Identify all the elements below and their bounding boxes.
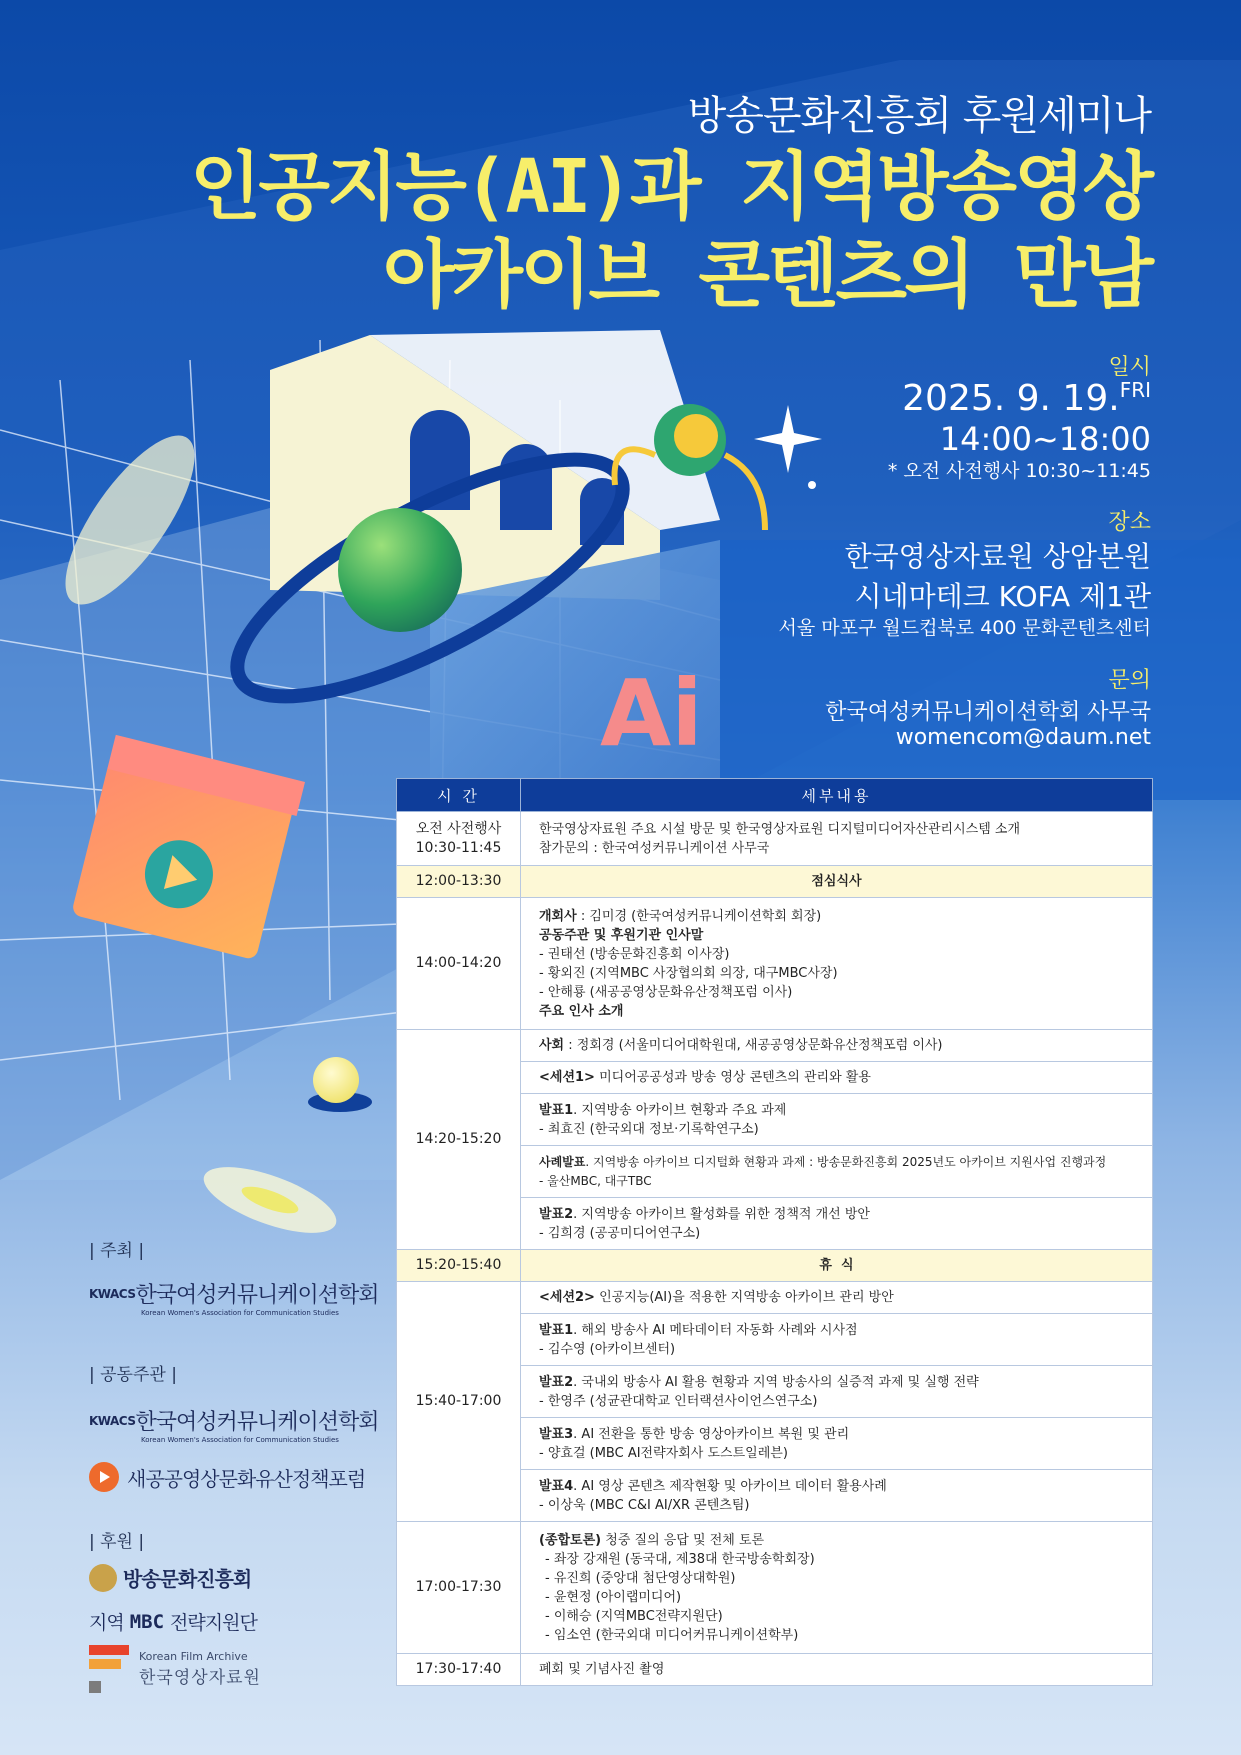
kwacs-name: 한국여성커뮤니케이션학회 bbox=[135, 1283, 379, 1308]
kwacs-english: Korean Women's Association for Communication Studies bbox=[141, 1436, 339, 1444]
fmc-logo bbox=[89, 1563, 251, 1592]
kofa-korean: 한국영상자료원 bbox=[139, 1668, 261, 1688]
title-line-2: 아카이브 콘텐츠의 만남 bbox=[383, 232, 1151, 318]
venue-label: 장소 bbox=[1108, 510, 1151, 535]
date-value: 2025. 9. 19. bbox=[902, 378, 1120, 419]
ai-balloon: Ai bbox=[600, 660, 703, 767]
kwacs-name: 한국여성커뮤니케이션학회 bbox=[135, 1410, 379, 1435]
time-cell: 15:40-17:00 bbox=[397, 1282, 521, 1522]
mbc-suffix: 전략지원단 bbox=[170, 1612, 257, 1634]
contact-org: 한국여성커뮤니케이션학회 사무국 bbox=[825, 700, 1151, 725]
time-cell: 오전 사전행사 10:30-11:45 bbox=[397, 812, 521, 866]
time-cell: 17:30-17:40 bbox=[397, 1654, 521, 1686]
seminar-subtitle: 방송문화진흥회 후원세미나 bbox=[687, 93, 1151, 139]
forum-icon bbox=[89, 1462, 119, 1492]
venue-line-2: 시네마테크 KOFA 제1관 bbox=[854, 580, 1151, 613]
table-row bbox=[397, 1654, 1153, 1686]
mbc-prefix: 지역 bbox=[89, 1612, 124, 1634]
table-row bbox=[397, 898, 1153, 1030]
time-cell: 12:00-13:30 bbox=[397, 866, 521, 898]
kwacs-abbr: KWACS bbox=[89, 1286, 136, 1301]
table-row bbox=[397, 1522, 1153, 1654]
detail-cell: <세션2> 인공지능(AI)을 적용한 지역방송 아카이브 관리 방안 bbox=[521, 1282, 1153, 1314]
fmc-icon bbox=[89, 1564, 117, 1592]
yellow-ball bbox=[313, 1057, 359, 1103]
event-time: 14:00~18:00 bbox=[939, 420, 1151, 458]
table-row bbox=[397, 1250, 1153, 1282]
kwacs-english: Korean Women's Association for Communication Studies bbox=[141, 1309, 339, 1317]
date-label: 일시 bbox=[1108, 355, 1151, 380]
kofa-icon bbox=[89, 1645, 129, 1693]
fmc-name: 방송문화진흥회 bbox=[123, 1567, 252, 1591]
detail-cell: 사례발표. 지역방송 아카이브 디지털화 현황과 과제 : 방송문화진흥회 2025년도 아카이브 지원사업 진행과정 - 울산MBC, 대구TBC bbox=[521, 1146, 1153, 1198]
detail-cell: 개회사 : 김미경 (한국여성커뮤니케이션학회 회장) 공동주관 및 후원기관 인사말 - 권태선 (방송문화진흥회 이사장) - 황외진 (지역MBC 사장협의회 의장, 대구MBC사장) - 안해룡 (새공공영상문화유산정책포럼 이사) 주요 인사 소개 bbox=[521, 898, 1153, 1030]
kofa-english: Korean Film Archive bbox=[139, 1650, 248, 1663]
event-date bbox=[902, 378, 1151, 419]
table-row bbox=[397, 1282, 1153, 1314]
support-label: | 후원 | bbox=[89, 1532, 145, 1552]
venue-line-1: 한국영상자료원 상암본원 bbox=[844, 540, 1151, 573]
header-detail: 세부내용 bbox=[521, 779, 1153, 812]
host-label: | 주최 | bbox=[89, 1241, 145, 1261]
time-cell: 17:00-17:30 bbox=[397, 1522, 521, 1654]
table-header-row bbox=[397, 779, 1153, 812]
title-line-1: 인공지능(AI)과 지역방송영상 bbox=[189, 144, 1151, 230]
detail-cell: 폐회 및 기념사진 촬영 bbox=[521, 1654, 1153, 1686]
detail-cell: 발표2. 국내외 방송사 AI 활용 현황과 지역 방송사의 실증적 과제 및 실행 전략 - 한영주 (성균관대학교 인터랙션사이언스연구소) bbox=[521, 1366, 1153, 1418]
detail-cell: 발표4. AI 영상 콘텐츠 제작현황 및 아카이브 데이터 활용사례 - 이상욱 (MBC C&I AI/XR 콘텐츠팀) bbox=[521, 1470, 1153, 1522]
detail-cell: 발표2. 지역방송 아카이브 활성화를 위한 정책적 개선 방안 - 김희경 (공공미디어연구소) bbox=[521, 1198, 1153, 1250]
detail-cell: <세션1> 미디어공공성과 방송 영상 콘텐츠의 관리와 활용 bbox=[521, 1062, 1153, 1094]
detail-cell: 발표3. AI 전환을 통한 방송 영상아카이브 복원 및 관리 - 양효걸 (MBC AI전략자회사 도스트일레븐) bbox=[521, 1418, 1153, 1470]
co-host-label: | 공동주관 | bbox=[89, 1365, 177, 1385]
mbc-wordmark: MBC bbox=[129, 1610, 165, 1633]
kwacs-logo-cohost bbox=[89, 1405, 379, 1444]
planet bbox=[338, 508, 462, 632]
detail-cell: 점심식사 bbox=[521, 866, 1153, 898]
table-row bbox=[397, 1030, 1153, 1062]
detail-cell: 사회 : 정회경 (서울미디어대학원대, 새공공영상문화유산정책포럼 이사) bbox=[521, 1030, 1153, 1062]
kofa-logo bbox=[89, 1645, 261, 1693]
mbc-logo bbox=[89, 1608, 257, 1635]
table-row bbox=[397, 866, 1153, 898]
time-cell: 15:20-15:40 bbox=[397, 1250, 521, 1282]
detail-cell: (종합토론) 청중 질의 응답 및 전체 토론 - 좌장 강재원 (동국대, 제38대 한국방송학회장) - 유진희 (중앙대 첨단영상대학원) - 윤현정 (아이랩미디어) - 이해승 (지역MBC전략지원단) - 임소연 (한국외대 미디어커뮤니케이션학부) bbox=[521, 1522, 1153, 1654]
time-cell: 14:20-15:20 bbox=[397, 1030, 521, 1250]
detail-cell: 한국영상자료원 주요 시설 방문 및 한국영상자료원 디지털미디어자산관리시스템 소개 참가문의 : 한국여성커뮤니케이션 사무국 bbox=[521, 812, 1153, 866]
contact-email[interactable]: womencom@daum.net bbox=[895, 725, 1151, 750]
kwacs-abbr: KWACS bbox=[89, 1413, 136, 1428]
weekday: FRI bbox=[1119, 378, 1151, 402]
schedule-table bbox=[396, 778, 1153, 1686]
venue-address: 서울 마포구 월드컵북로 400 문화콘텐츠센터 bbox=[778, 617, 1151, 639]
forum-logo bbox=[89, 1462, 365, 1492]
kwacs-logo-host bbox=[89, 1278, 379, 1317]
table-row bbox=[397, 812, 1153, 866]
contact-label: 문의 bbox=[1108, 668, 1151, 693]
character-head bbox=[674, 414, 718, 458]
time-cell: 14:00-14:20 bbox=[397, 898, 521, 1030]
forum-name: 새공공영상문화유산정책포럼 bbox=[127, 1466, 366, 1491]
header-time: 시 간 bbox=[397, 779, 521, 812]
detail-cell: 휴 식 bbox=[521, 1250, 1153, 1282]
pre-event-note: * 오전 사전행사 10:30~11:45 bbox=[887, 460, 1151, 482]
detail-cell: 발표1. 해외 방송사 AI 메타데이터 자동화 사례와 시사점 - 김수영 (아카이브센터) bbox=[521, 1314, 1153, 1366]
detail-cell: 발표1. 지역방송 아카이브 현황과 주요 과제 - 최효진 (한국외대 정보·기록학연구소) bbox=[521, 1094, 1153, 1146]
